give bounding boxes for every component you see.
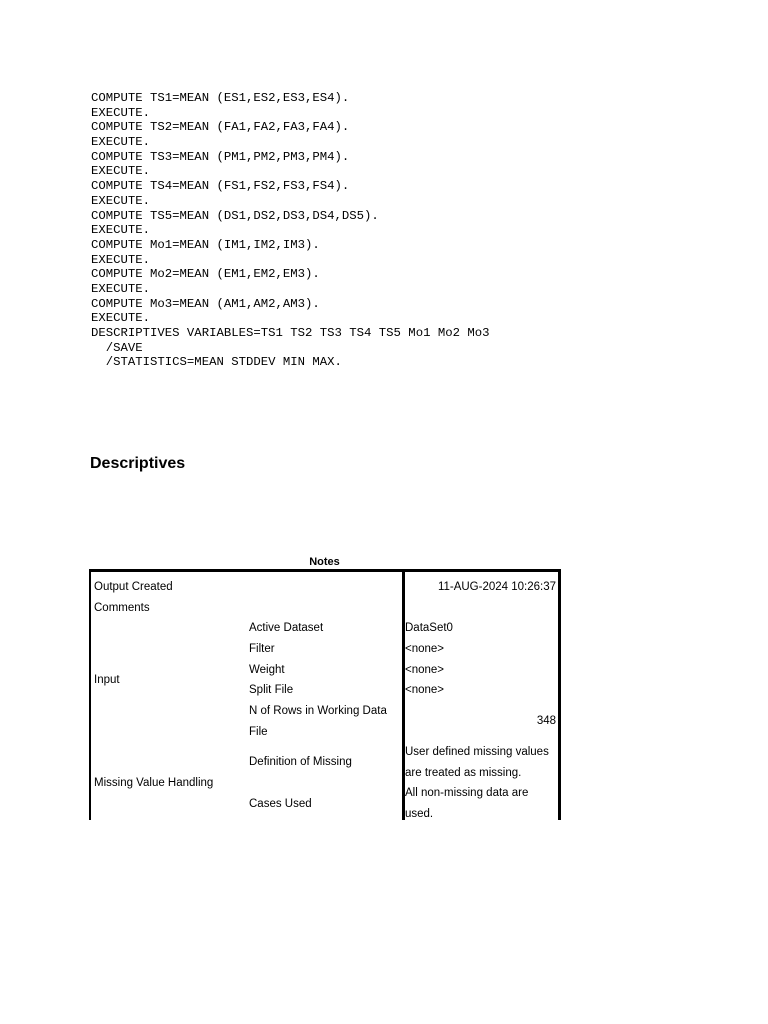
- section-heading: Descriptives: [90, 455, 186, 472]
- syntax-line: COMPUTE TS5=MEAN (DS1,DS2,DS3,DS4,DS5).: [91, 208, 379, 223]
- comments-label: Comments: [94, 602, 150, 614]
- syntax-line: EXECUTE.: [91, 105, 151, 120]
- output-created-value: 11-AUG-2024 10:26:37: [437, 581, 556, 593]
- weight-value: <none>: [405, 664, 445, 676]
- active-dataset-label: Active Dataset: [249, 622, 324, 634]
- table-title: Notes: [309, 556, 340, 568]
- cases-used-value: All non-missing data are used.: [405, 787, 529, 820]
- split-file-label: Split File: [249, 684, 294, 696]
- syntax-line: /SAVE: [91, 340, 143, 355]
- notes-table: [89, 569, 561, 820]
- syntax-line: EXECUTE.: [91, 164, 151, 179]
- syntax-line: COMPUTE TS3=MEAN (PM1,PM2,PM3,PM4).: [91, 149, 350, 164]
- n-rows-value: 348: [536, 715, 556, 727]
- filter-value: <none>: [405, 643, 445, 655]
- syntax-line: EXECUTE.: [91, 135, 151, 150]
- syntax-line: /STATISTICS=MEAN STDDEV MIN MAX.: [91, 355, 342, 370]
- syntax-line: DESCRIPTIVES VARIABLES=TS1 TS2 TS3 TS4 TS5 Mo1 Mo2 Mo3: [91, 326, 490, 340]
- active-dataset-value: DataSet0: [405, 622, 453, 634]
- split-file-value: <none>: [405, 684, 445, 696]
- syntax-line: EXECUTE.: [91, 252, 151, 267]
- syntax-line: COMPUTE TS1=MEAN (ES1,ES2,ES3,ES4).: [91, 91, 350, 105]
- syntax-line: EXECUTE.: [91, 223, 151, 238]
- definition-of-missing-value: User defined missing values are treated as missing.: [405, 746, 549, 779]
- syntax-line: COMPUTE TS4=MEAN (FS1,FS2,FS3,FS4).: [91, 179, 350, 194]
- filter-label: Filter: [249, 643, 275, 655]
- missing-value-handling-label: Missing Value Handling: [94, 777, 214, 789]
- syntax-line: COMPUTE Mo2=MEAN (EM1,EM2,EM3).: [91, 267, 320, 282]
- syntax-line: EXECUTE.: [91, 193, 151, 208]
- syntax-line: COMPUTE Mo3=MEAN (AM1,AM2,AM3).: [91, 296, 320, 311]
- definition-of-missing-label: Definition of Missing: [249, 756, 352, 768]
- n-rows-label: N of Rows in Working Data File: [249, 705, 387, 738]
- output-created-label: Output Created: [94, 581, 173, 593]
- syntax-log: [91, 91, 489, 370]
- syntax-line: EXECUTE.: [91, 311, 151, 326]
- cases-used-label: Cases Used: [249, 798, 312, 810]
- syntax-line: EXECUTE.: [91, 281, 151, 296]
- weight-label: Weight: [249, 664, 285, 676]
- input-label: Input: [94, 674, 120, 686]
- syntax-line: COMPUTE TS2=MEAN (FA1,FA2,FA3,FA4).: [91, 120, 350, 135]
- syntax-line: COMPUTE Mo1=MEAN (IM1,IM2,IM3).: [91, 237, 320, 252]
